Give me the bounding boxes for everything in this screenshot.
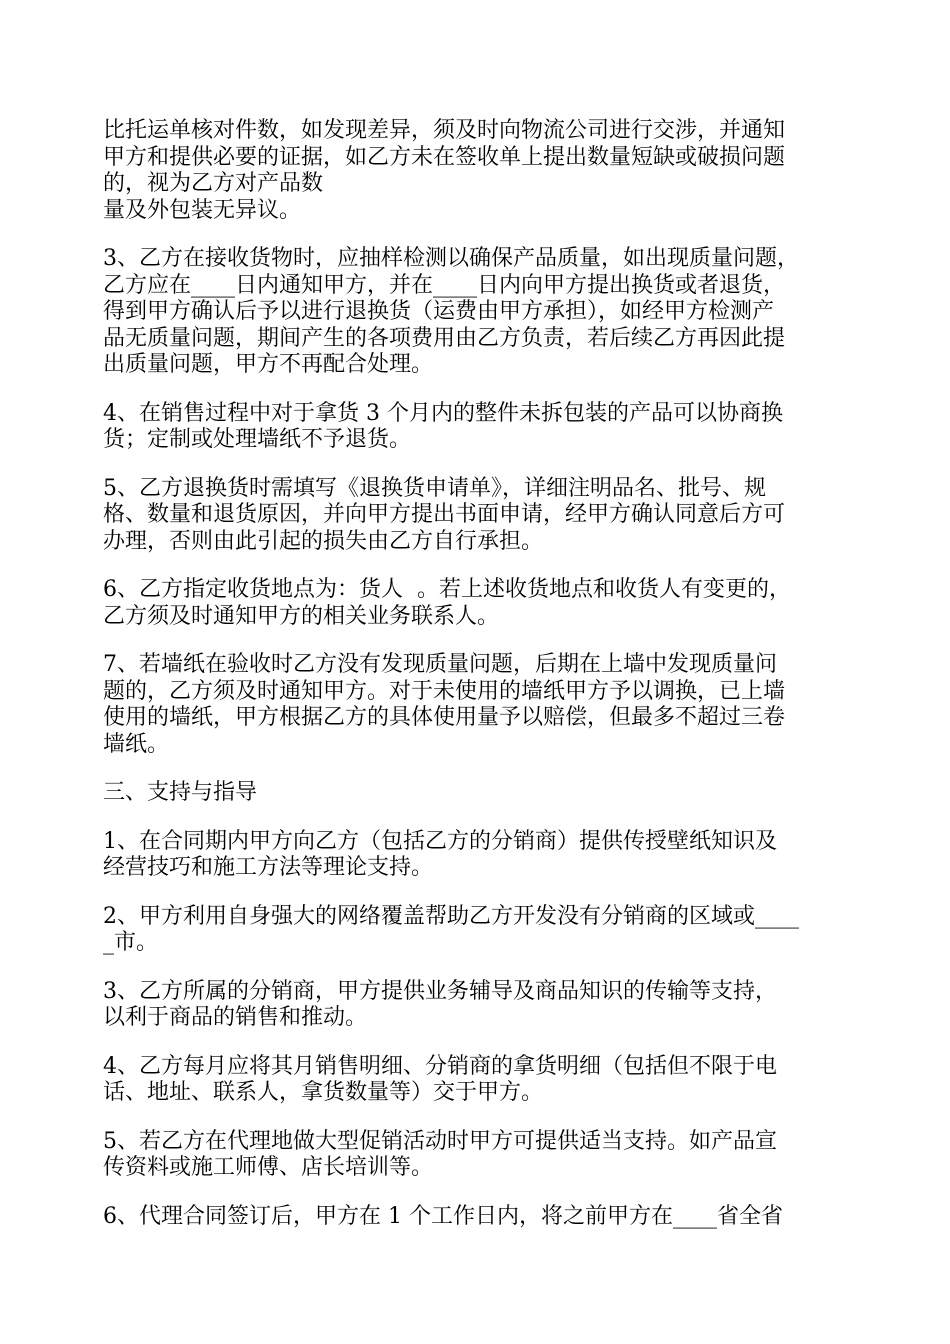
text-line: 三、支持与指导 bbox=[103, 780, 258, 805]
paragraph bbox=[103, 780, 863, 807]
text-line: 甲方和提供必要的证据，如乙方未在签收单上提出数量短缺或破损问题 bbox=[103, 144, 786, 170]
text-line: 使用的墙纸，甲方根据乙方的具体使用量予以赔偿，但最多不超过三卷 bbox=[103, 705, 786, 730]
text-line: 品无质量问题，期间产生的各项费用由乙方负责，若后续乙方再因此提 bbox=[103, 325, 786, 351]
text-line: 出质量问题，甲方不再配合处理。 bbox=[103, 352, 434, 377]
text-line: 量及外包装无异议。 bbox=[103, 197, 302, 223]
text-line: 话、地址、联系人，拿货数量等）交于甲方。 bbox=[103, 1080, 544, 1105]
paragraph bbox=[103, 118, 863, 224]
text-line: 4、乙方每月应将其月销售明细、分销商的拿货明细（包括但不限于电 bbox=[103, 1053, 777, 1079]
text-line: 2、甲方利用自身强大的网络覆盖帮助乙方开发没有分销商的区域或____ bbox=[103, 903, 799, 929]
text-line: 的，视为乙方对产品数 bbox=[103, 171, 324, 196]
text-line: 格、数量和退货原因，并向甲方提出书面申请，经甲方确认同意后方可 bbox=[103, 502, 786, 527]
text-line: 乙方应在____日内通知甲方，并在____日内向甲方提出换货或者退货， bbox=[103, 272, 786, 298]
text-line: 题的，乙方须及时通知甲方。对于未使用的墙纸甲方予以调换，已上墙 bbox=[103, 678, 786, 704]
document-page bbox=[103, 118, 863, 1252]
text-line: 办理，否则由此引起的损失由乙方自行承担。 bbox=[103, 528, 544, 554]
text-line: 以利于商品的销售和推动。 bbox=[103, 1005, 368, 1030]
text-line: 比托运单核对件数，如发现差异，须及时向物流公司进行交涉，并通知 bbox=[103, 118, 786, 143]
paragraph bbox=[103, 829, 863, 882]
text-line: 货；定制或处理墙纸不予退货。 bbox=[103, 427, 412, 452]
paragraph bbox=[103, 476, 863, 556]
text-line: 7、若墙纸在验收时乙方没有发现质量问题，后期在上墙中发现质量问 bbox=[103, 652, 777, 677]
paragraph bbox=[103, 1054, 863, 1107]
text-line: 传资料或施工师傅、店长培训等。 bbox=[103, 1155, 434, 1180]
text-line: 1、在合同期内甲方向乙方（包括乙方的分销商）提供传授壁纸知识及 bbox=[103, 828, 777, 854]
text-line: _市。 bbox=[103, 930, 159, 955]
paragraph bbox=[103, 577, 863, 630]
text-line: 5、若乙方在代理地做大型促销活动时甲方可提供适当支持。如产品宣 bbox=[103, 1128, 777, 1154]
text-line: 墙纸。 bbox=[103, 731, 170, 757]
paragraph bbox=[103, 401, 863, 454]
paragraph bbox=[103, 1204, 863, 1231]
text-line: 经营技巧和施工方法等理论支持。 bbox=[103, 855, 434, 880]
paragraph bbox=[103, 652, 863, 758]
text-line: 3、乙方在接收货物时，应抽样检测以确保产品质量，如出现质量问题， bbox=[103, 246, 799, 271]
text-line: 得到甲方确认后予以进行退换货（运费由甲方承担），如经甲方检测产 bbox=[103, 299, 775, 324]
text-line: 5、乙方退换货时需填写《退换货申请单》，详细注明品名、批号、规 bbox=[103, 475, 766, 501]
text-line: 3、乙方所属的分销商，甲方提供业务辅导及商品知识的传输等支持， bbox=[103, 978, 777, 1004]
text-line: 6、代理合同签订后，甲方在 1 个工作日内，将之前甲方在____省全省 bbox=[103, 1203, 783, 1229]
text-line: 乙方须及时通知甲方的相关业务联系人。 bbox=[103, 603, 500, 629]
text-line: 6、乙方指定收货地点为：货人 。若上述收货地点和收货人有变更的， bbox=[103, 577, 791, 602]
text-line: 4、在销售过程中对于拿货 3 个月内的整件未拆包装的产品可以协商换 bbox=[103, 400, 783, 426]
paragraph bbox=[103, 246, 863, 379]
paragraph bbox=[103, 1129, 863, 1182]
paragraph bbox=[103, 904, 863, 957]
paragraph bbox=[103, 979, 863, 1032]
